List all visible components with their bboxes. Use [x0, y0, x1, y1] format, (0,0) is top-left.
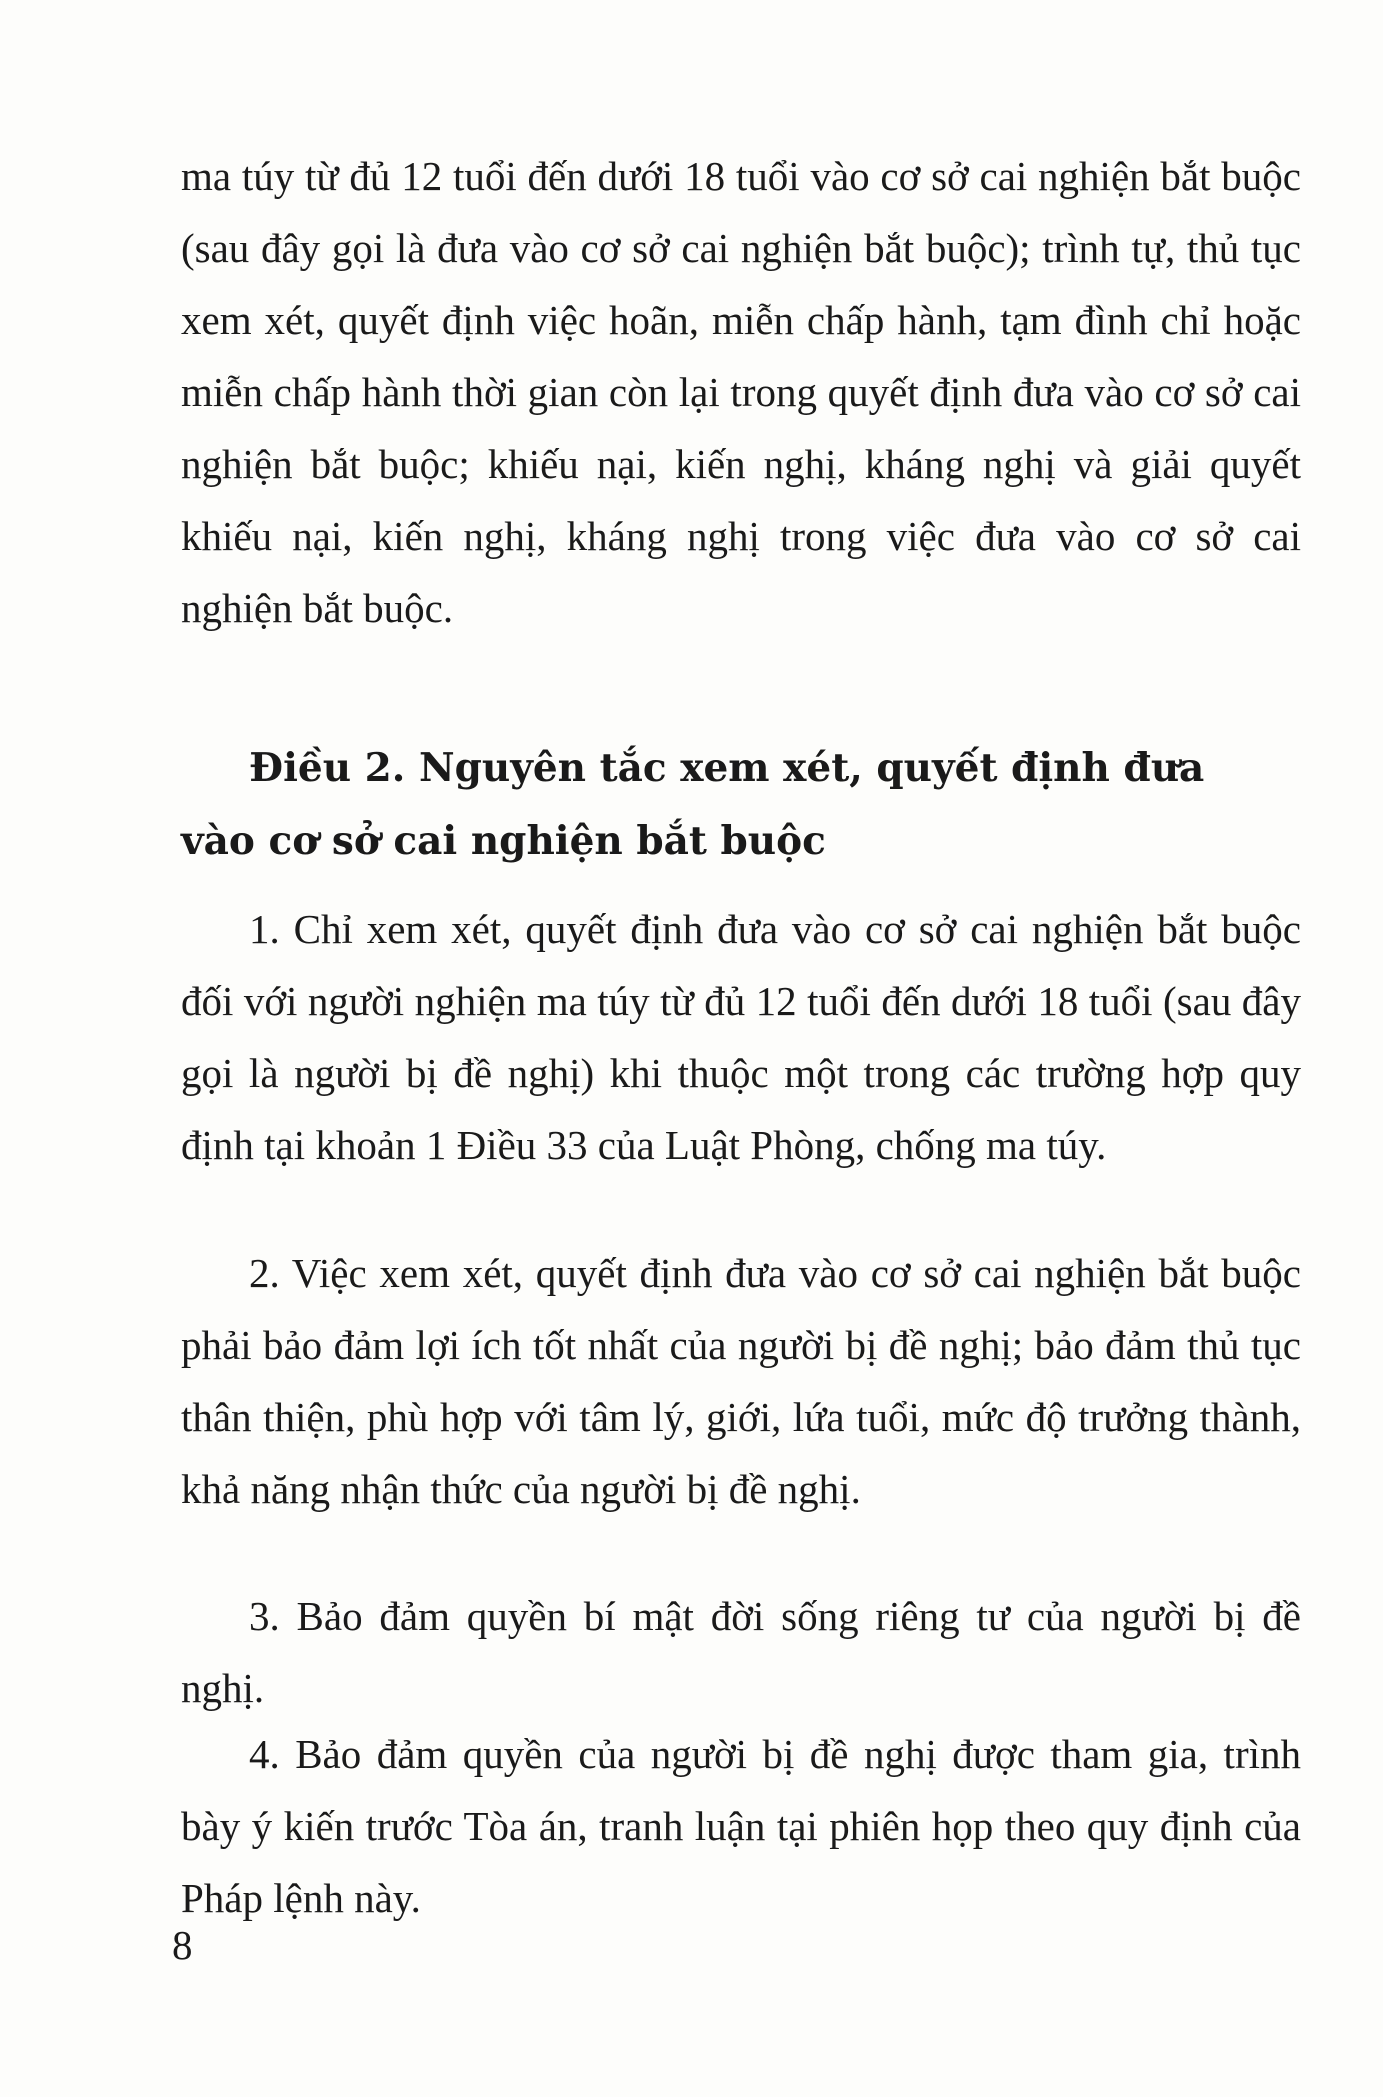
- intro-paragraph: ma túy từ đủ 12 tuổi đến dưới 18 tuổi vào cơ sở cai nghiện bắt buộc (sau đây gọi là đưa vào cơ sở cai nghiện bắt buộc); trình tự, thủ tục xem xét, quyết định việc hoãn, miễn chấp hành, tạm đình chỉ hoặc miễn chấp hành thời gian còn lại trong quyết định đưa vào cơ sở cai nghiện bắt buộc; khiếu nại, kiến nghị, kháng nghị và giải quyết khiếu nại, kiến nghị, kháng nghị trong việc đưa vào cơ sở cai nghiện bắt buộc.: [181, 153, 1301, 631]
- intro-paragraph-block: [181, 140, 1301, 644]
- article-heading: [181, 732, 1301, 878]
- clause-2-block: [181, 1237, 1301, 1525]
- clause-4: 4. Bảo đảm quyền của người bị đề nghị được tham gia, trình bày ý kiến trước Tòa án, tranh luận tại phiên họp theo quy định của Pháp lệnh này.: [181, 1731, 1301, 1921]
- clause-3: 3. Bảo đảm quyền bí mật đời sống riêng tư của người bị đề nghị.: [181, 1593, 1301, 1711]
- article-heading-line-1: Điều 2. Nguyên tắc xem xét, quyết định đưa: [249, 745, 1205, 791]
- clause-1-block: [181, 893, 1301, 1181]
- clause-1: 1. Chỉ xem xét, quyết định đưa vào cơ sở cai nghiện bắt buộc đối với người nghiện ma túy từ đủ 12 tuổi đến dưới 18 tuổi (sau đây gọi là người bị đề nghị) khi thuộc một trong các trường hợp quy định tại khoản 1 Điều 33 của Luật Phòng, chống ma túy.: [181, 906, 1301, 1168]
- page-number: 8: [172, 1922, 193, 1968]
- article-heading-line-2: vào cơ sở cai nghiện bắt buộc: [181, 818, 826, 864]
- clause-2: 2. Việc xem xét, quyết định đưa vào cơ sở cai nghiện bắt buộc phải bảo đảm lợi ích tốt nhất của người bị đề nghị; bảo đảm thủ tục thân thiện, phù hợp với tâm lý, giới, lứa tuổi, mức độ trưởng thành, khả năng nhận thức của người bị đề nghị.: [181, 1250, 1301, 1512]
- clause-3-block: [181, 1580, 1301, 1724]
- clause-4-block: [181, 1718, 1301, 1934]
